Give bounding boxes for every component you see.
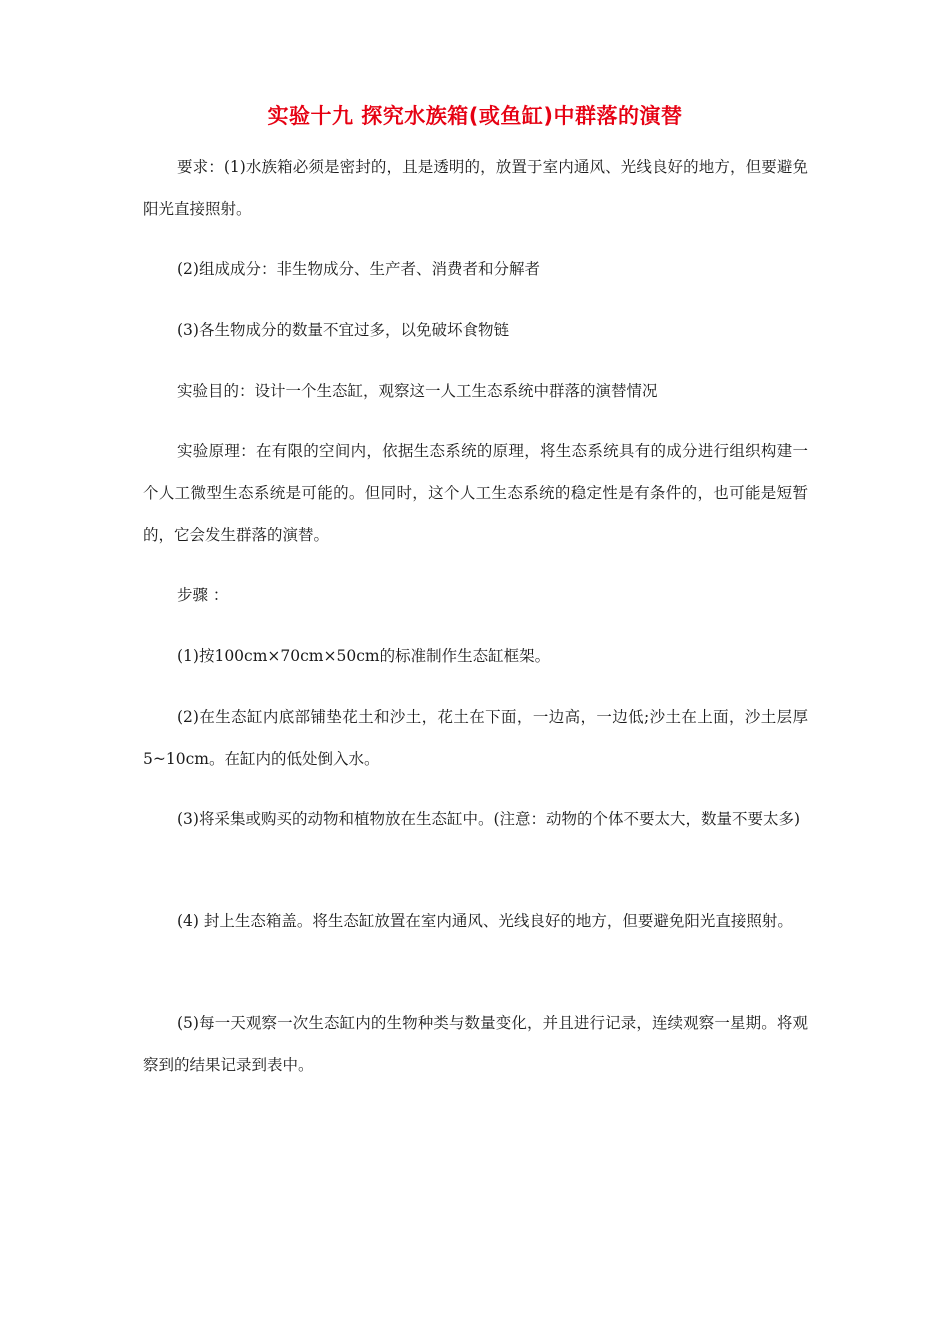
composition-paragraph: (2)组成成分：非生物成分、生产者、消费者和分解者 — [177, 260, 540, 278]
requirements-paragraph: 要求：(1)水族箱必须是密封的，且是透明的，放置于室内通风、光线良好的地方，但要避免阳光直接照射。 — [143, 158, 808, 218]
step-3-paragraph: (3)将采集或购买的动物和植物放在生态缸中。(注意：动物的个体不要太大，数量不要太多) — [177, 810, 801, 828]
principle-paragraph: 实验原理：在有限的空间内，依据生态系统的原理，将生态系统具有的成分进行组织构建一个人工微型生态系统是可能的。但同时，这个人工生态系统的稳定性是有条件的，也可能是短暂的，它会发生群落的演替。 — [143, 442, 808, 544]
step-4-paragraph: (4) 封上生态箱盖。将生态缸放置在室内通风、光线良好的地方，但要避免阳光直接照射。 — [177, 912, 793, 930]
step-1-paragraph: (1)按100cm×70cm×50cm的标准制作生态缸框架。 — [177, 647, 551, 665]
step-5-paragraph: (5)每一天观察一次生态缸内的生物种类与数量变化，并且进行记录，连续观察一星期。将观察到的结果记录到表中。 — [143, 1014, 808, 1074]
quantity-paragraph: (3)各生物成分的数量不宜过多，以免破坏食物链 — [177, 321, 509, 339]
document-title: 实验十九 探究水族箱(或鱼缸)中群落的演替 — [267, 104, 683, 128]
purpose-paragraph: 实验目的：设计一个生态缸，观察这一人工生态系统中群落的演替情况 — [177, 382, 658, 400]
steps-heading: 步骤 ： — [177, 586, 229, 604]
step-2-paragraph: (2)在生态缸内底部铺垫花土和沙土，花土在下面，一边高，一边低;沙土在上面，沙土层厚5~10cm。在缸内的低处倒入水。 — [143, 708, 808, 768]
